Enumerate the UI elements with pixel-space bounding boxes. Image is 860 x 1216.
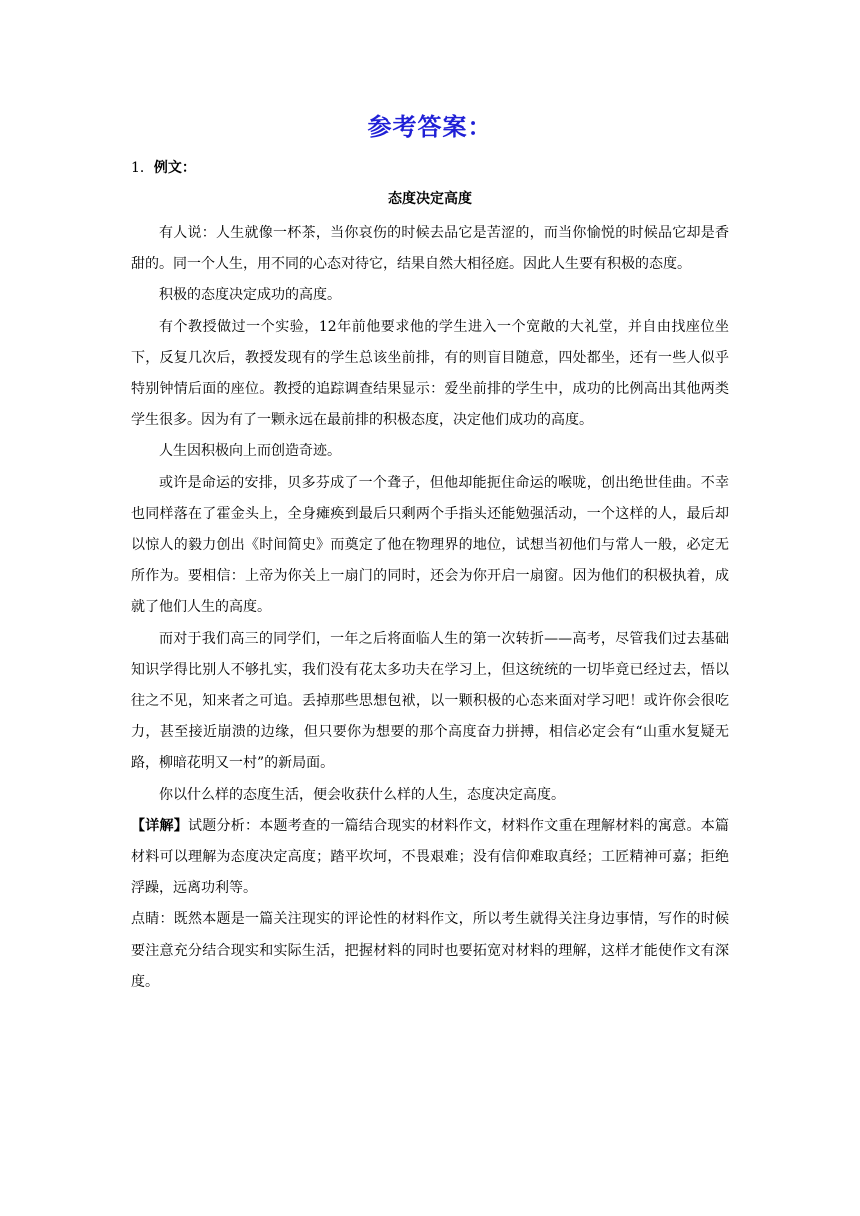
essay-paragraph-5: 或许是命运的安排，贝多芬成了一个聋子，但他却能扼住命运的喉咙，创出绝世佳曲。不幸也同样落在了霍金头上，全身瘫痪到最后只剩两个手指头还能勉强活动，一个这样的人，最后却以惊人的毅力创出《时间简史》而奠定了他在物理界的地位，试想当初他们与常人一般，必定无所作为。要相信：上帝为你关上一扇门的同时，还会为你开启一扇窗。因为他们的积极执着，成就了他们人生的高度。 bbox=[131, 474, 729, 616]
essay-paragraph-4: 人生因积极向上而创造奇迹。 bbox=[159, 443, 341, 460]
question-label: 例文： bbox=[153, 160, 196, 176]
question-number: 1． bbox=[131, 160, 154, 176]
essay-paragraph-2: 积极的态度决定成功的高度。 bbox=[159, 287, 341, 304]
essay-paragraph-6: 而对于我们高三的同学们，一年之后将面临人生的第一次转折——高考，尽管我们过去基础知识学得比别人不够扎实，我们没有花太多功夫在学习上，但这统统的一切毕竟已经过去，悟以往之不见，知来者之可追。丢掉那些思想包袱，以一颗积极的心态来面对学习吧！或许你会很吃力，甚至接近崩溃的边缘，但只要你为想要的那个高度奋力拼搏，相信必定会有“山重水复疑无路，柳暗花明又一村”的新局面。 bbox=[131, 630, 729, 772]
detail-text: 试题分析：本题考查的一篇结合现实的材料作文，材料作文重在理解材料的寓意。本篇材料可以理解为态度决定高度；踏平坎坷，不畏艰难；没有信仰难取真经；工匠精神可嘉；拒绝浮躁，远离功利等。 bbox=[131, 817, 730, 897]
analysis-comment: 点睛：既然本题是一篇关注现实的评论性的材料作文，所以考生就得关注身边事情，写作的时候要注意充分结合现实和实际生活，把握材料的同时也要拓宽对材料的理解，这样才能使作文有深度。 bbox=[131, 911, 729, 990]
question-header bbox=[131, 156, 196, 180]
essay-title: 态度决定高度 bbox=[388, 191, 472, 207]
essay-body bbox=[131, 218, 729, 998]
answer-heading: 参考答案： bbox=[367, 113, 493, 141]
detail-label: 【详解】 bbox=[131, 817, 188, 834]
essay-paragraph-7: 你以什么样的态度生活，便会收获什么样的人生，态度决定高度。 bbox=[159, 786, 565, 803]
essay-paragraph-1: 有人说：人生就像一杯茶，当你哀伤的时候去品它是苦涩的，而当你愉悦的时候品它却是香甜的。同一个人生，用不同的心态对待它，结果自然大相径庭。因此人生要有积极的态度。 bbox=[131, 225, 729, 273]
essay-paragraph-3: 有个教授做过一个实验，12年前他要求他的学生进入一个宽敞的大礼堂，并自由找座位坐下，反复几次后，教授发现有的学生总该坐前排，有的则盲目随意，四处都坐，还有一些人似乎特别钟情后面的座位。教授的追踪调查结果显示：爱坐前排的学生中，成功的比例高出其他两类学生很多。因为有了一颗永远在最前排的积极态度，决定他们成功的高度。 bbox=[131, 318, 729, 429]
analysis-detail bbox=[131, 811, 729, 905]
